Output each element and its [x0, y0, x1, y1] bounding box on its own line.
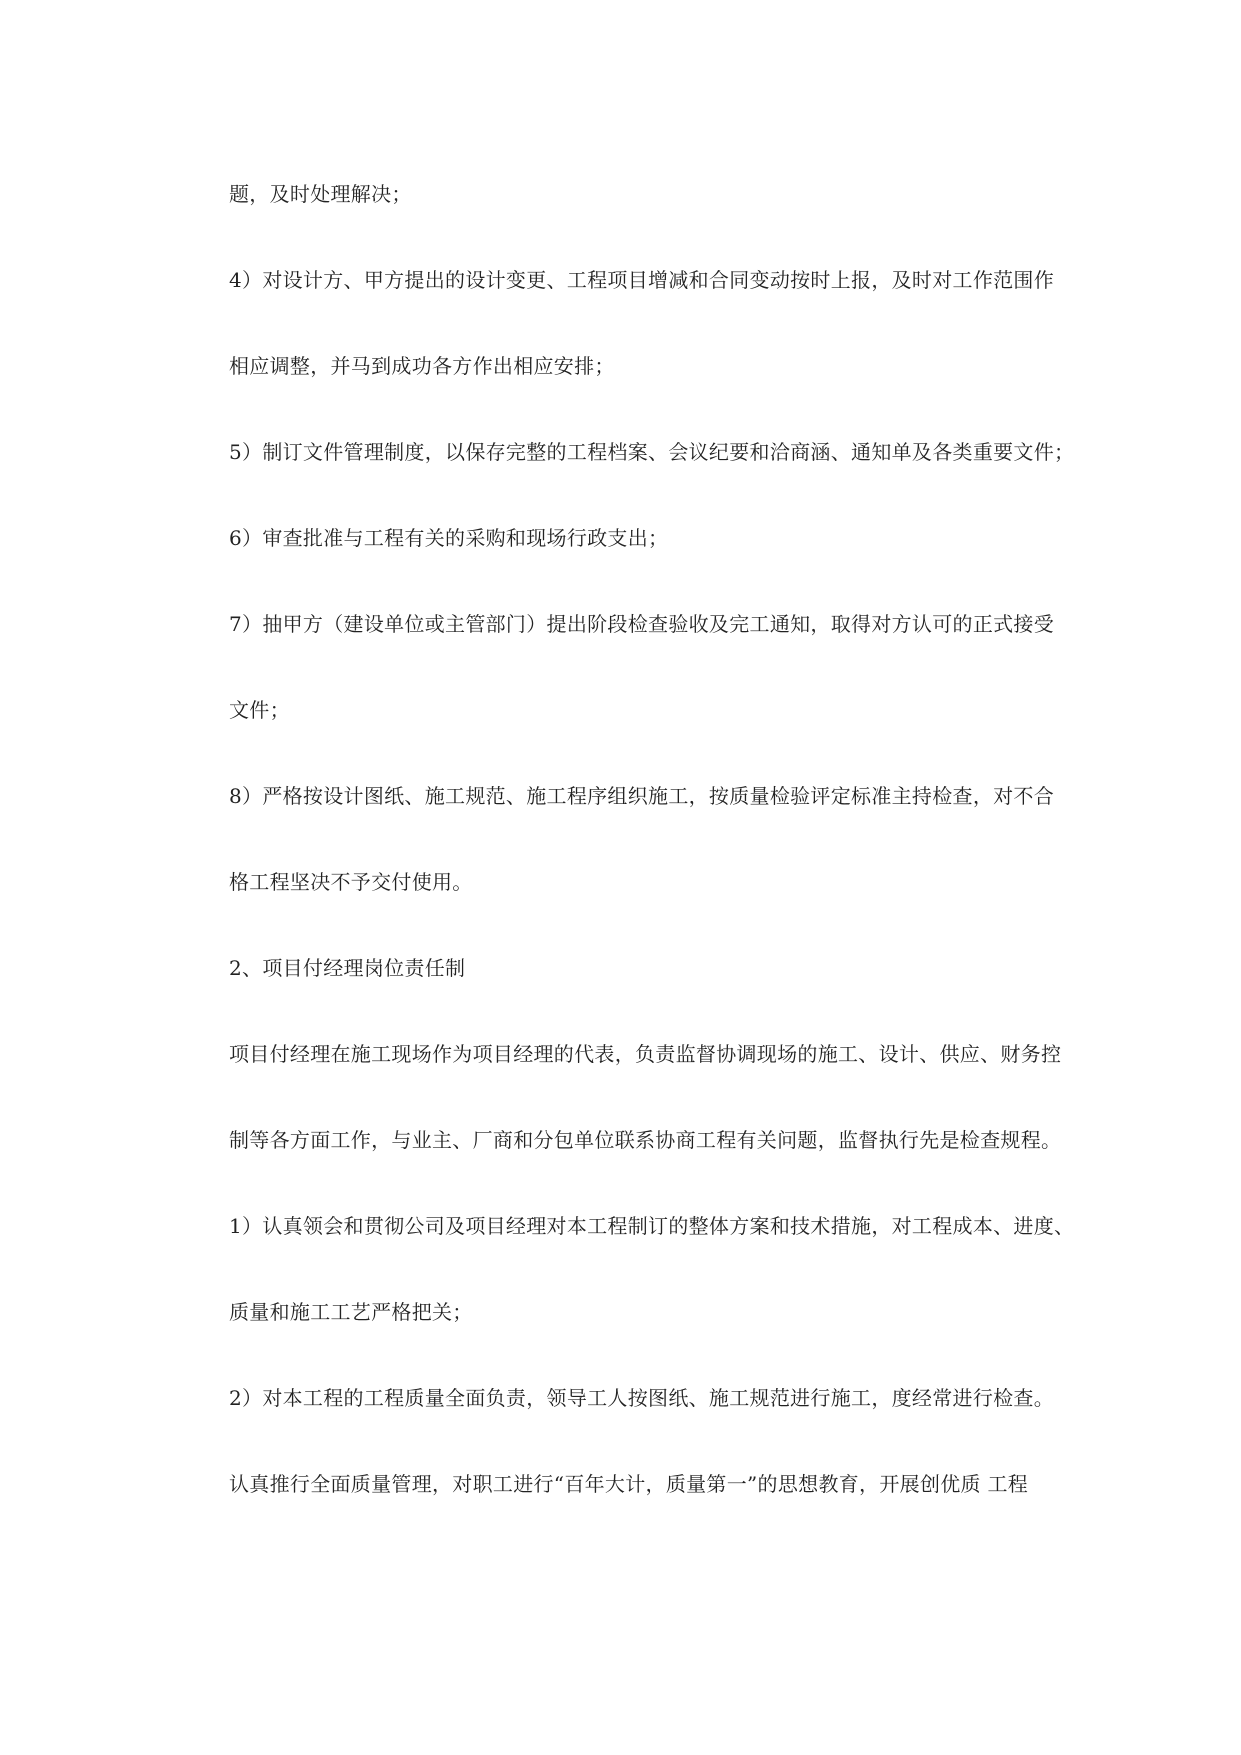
text-line: 5）制订文件管理制度，以保存完整的工程档案、会议纪要和洽商涵、通知单及各类重要文件； [229, 440, 1075, 464]
text-line: 文件； [229, 698, 290, 722]
text-line: 认真推行全面质量管理，对职工进行“百年大计，质量第一”的思想教育，开展创优质 工程 [229, 1472, 1029, 1496]
text-line: 7）抽甲方（建设单位或主管部门）提出阶段检查验收及完工通知，取得对方认可的正式接受 [229, 612, 1055, 636]
text-line: 8）严格按设计图纸、施工规范、施工程序组织施工，按质量检验评定标准主持检查，对不合 [229, 784, 1055, 808]
text-line: 制等各方面工作，与业主、厂商和分包单位联系协商工程有关问题，监督执行先是检查规程。 [229, 1128, 1062, 1152]
text-line: 格工程坚决不予交付使用。 [229, 870, 473, 894]
text-line: 4）对设计方、甲方提出的设计变更、工程项目增减和合同变动按时上报，及时对工作范围作 [229, 268, 1055, 292]
text-line: 相应调整，并马到成功各方作出相应安排； [229, 354, 615, 378]
text-line: 1）认真领会和贯彻公司及项目经理对本工程制订的整体方案和技术措施，对工程成本、进度、 [229, 1214, 1075, 1238]
text-line: 题，及时处理解决； [229, 182, 412, 206]
text-line: 质量和施工工艺严格把关； [229, 1300, 473, 1324]
section-heading: 2、项目付经理岗位责任制 [229, 956, 466, 980]
text-line: 项目付经理在施工现场作为项目经理的代表，负责监督协调现场的施工、设计、供应、财务控 [229, 1042, 1062, 1066]
text-line: 2）对本工程的工程质量全面负责，领导工人按图纸、施工规范进行施工，度经常进行检查。 [229, 1386, 1055, 1410]
text-line: 6）审查批准与工程有关的采购和现场行政支出； [229, 526, 669, 550]
